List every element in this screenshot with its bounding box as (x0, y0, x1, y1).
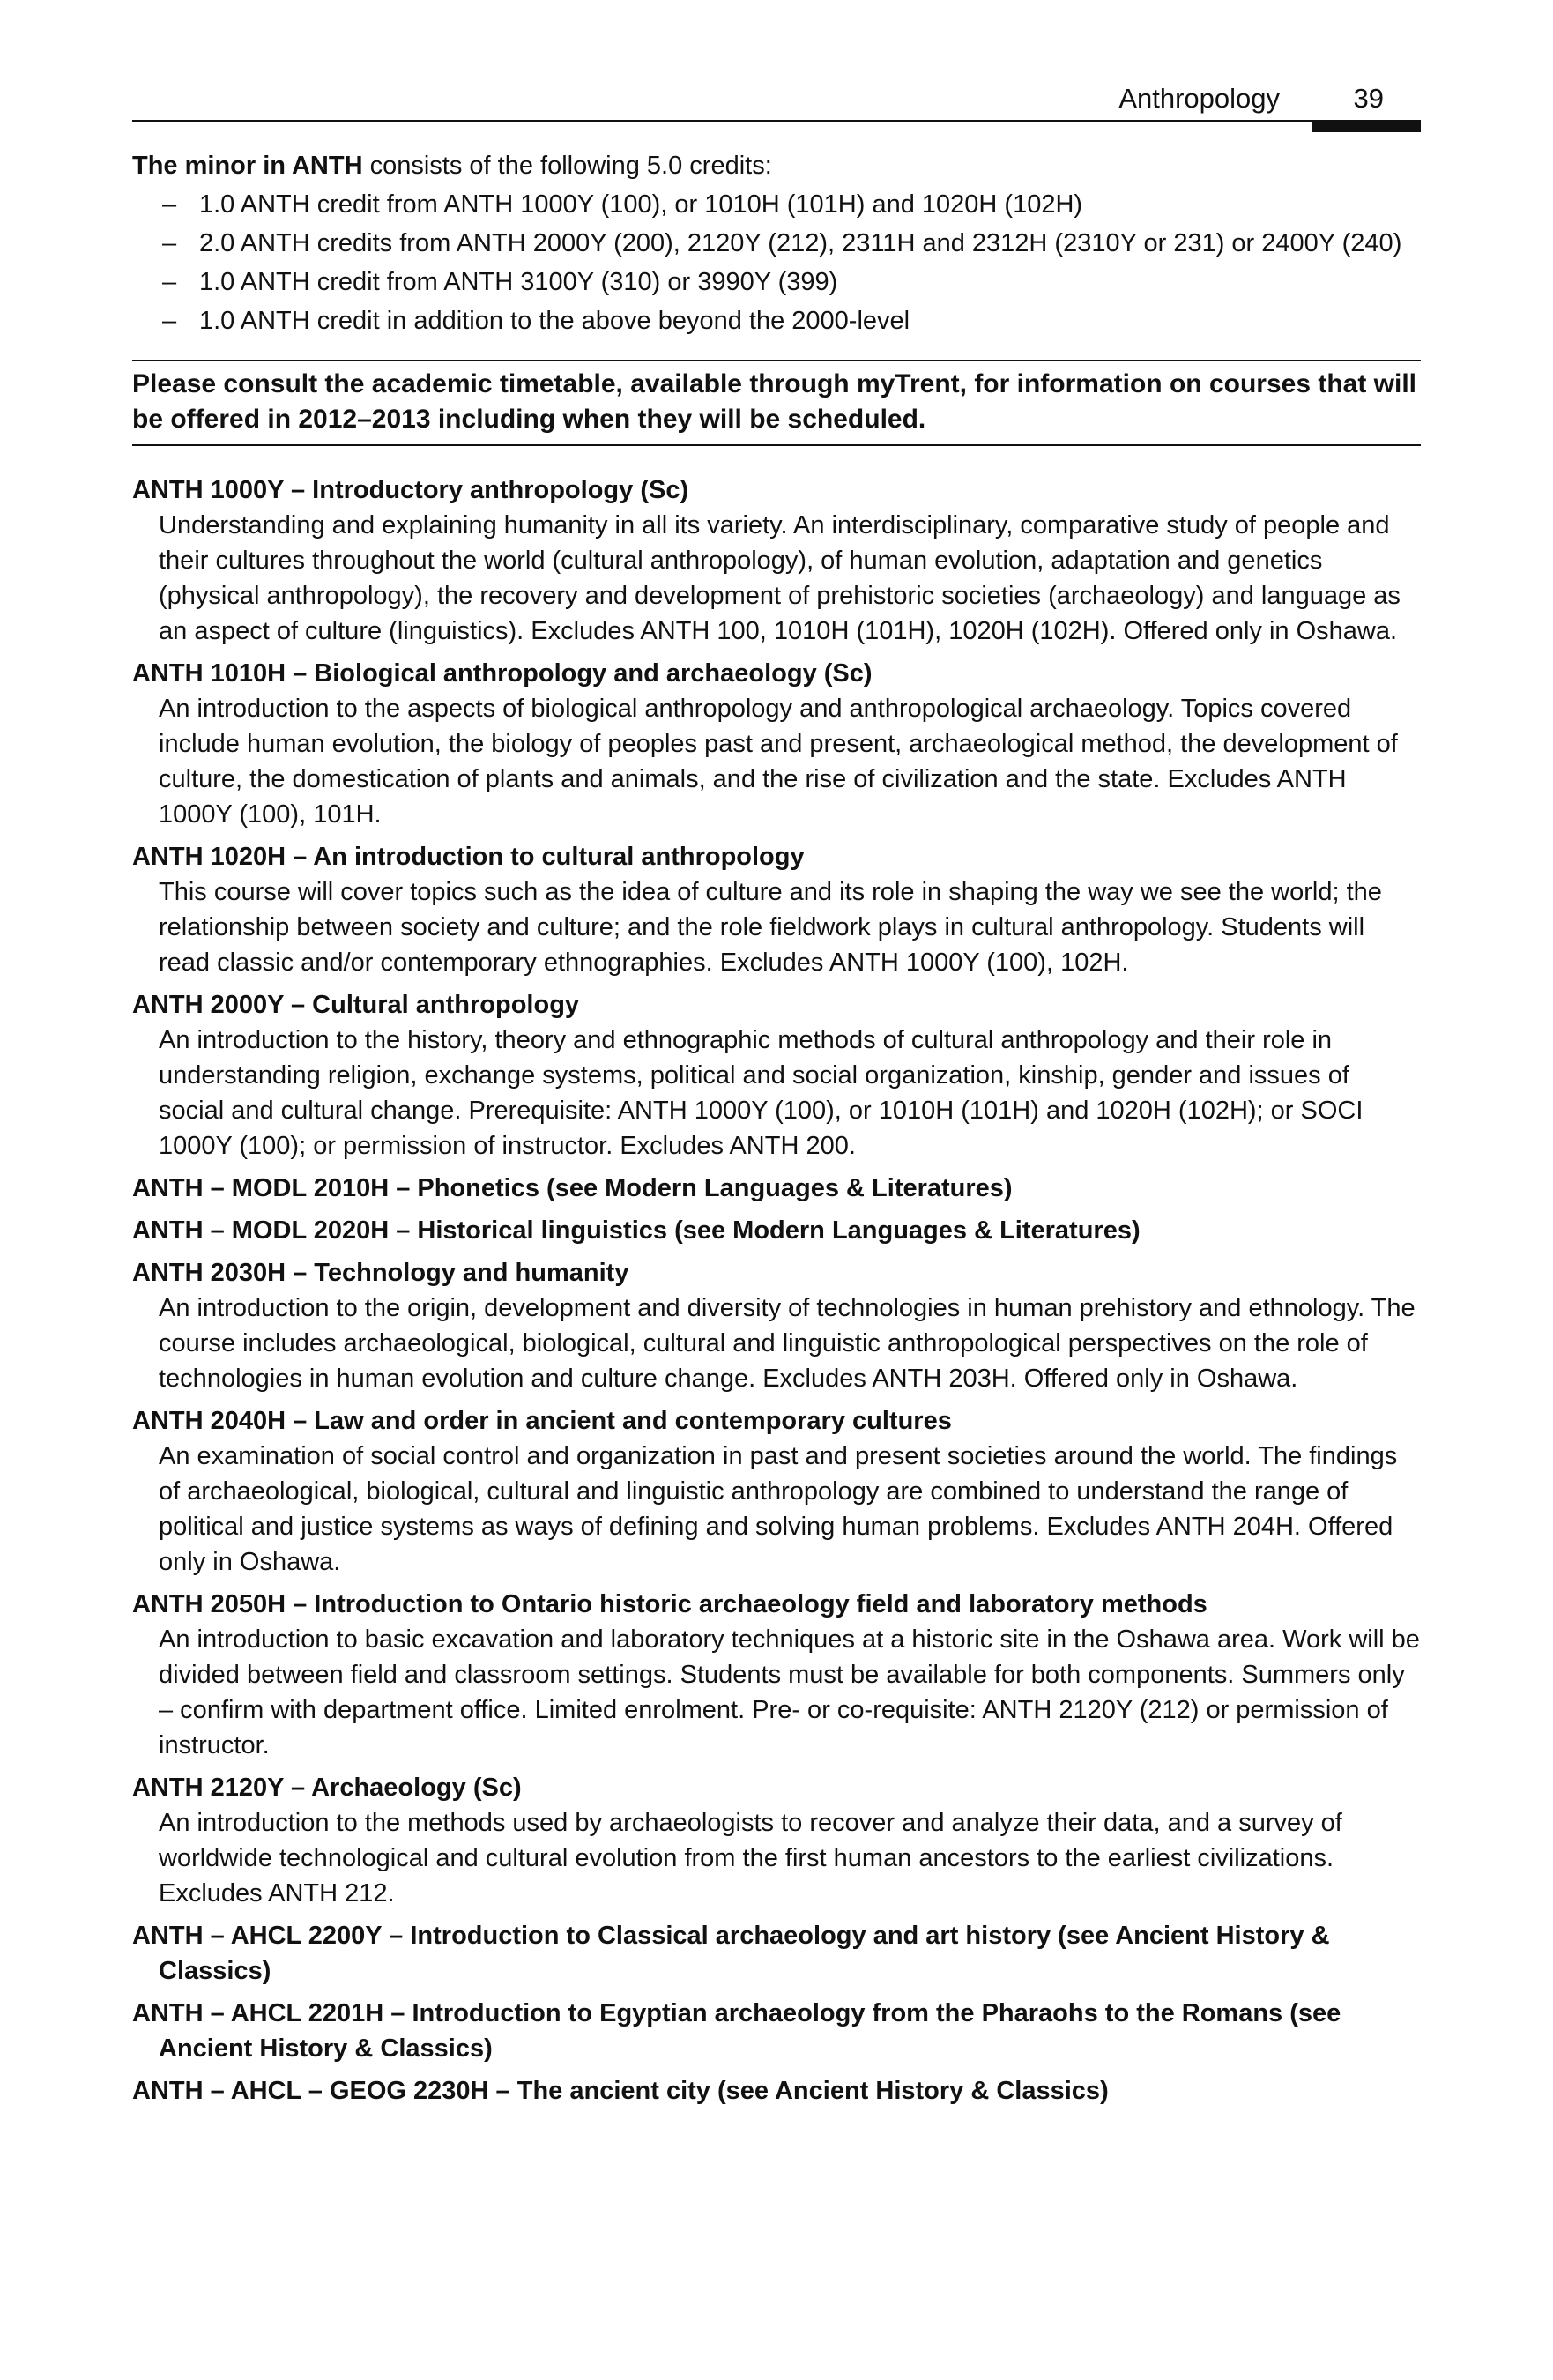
course-title: ANTH 2030H – Technology and humanity (132, 1259, 629, 1287)
course-description: An examination of social control and organization in past and present societies around the world. The findings of archaeological, biological, cultural and linguistic anthropology are combined to understand the range of political and justice systems as ways of defining and solving human problems. Excludes ANTH 204H. Offered only in Oshawa. (159, 1442, 1398, 1576)
course-description: An introduction to the origin, development and diversity of technologies in human prehistory and ethnology. The course includes archaeological, biological, cultural and linguistic anthropological perspectives on the role of technologies in human evolution and culture change. Excludes ANTH 203H. Offered only in Oshawa. (159, 1294, 1416, 1393)
course-entry (132, 987, 1421, 1164)
course-description: This course will cover topics such as the idea of culture and its role in shaping the way we see the world; the relationship between society and culture; and the role fieldwork plays in cultural anthropology. Students will read classic and/or contemporary ethnographies. Excludes ANTH 1000Y (100), 102H. (159, 878, 1382, 977)
course-description: An introduction to basic excavation and laboratory techniques at a historic site in the Oshawa area. Work will be divided between field and classroom settings. Students must be available for both components. Summers only – confirm with department office. Limited enrolment. Pre- or co-requisite: ANTH 2120Y (212) or permission of instructor. (159, 1625, 1420, 1759)
course-entry (132, 1255, 1421, 1396)
course-title: ANTH 1000Y – Introductory anthropology (Sc) (132, 476, 689, 504)
course-title: ANTH 2050H – Introduction to Ontario historic archaeology field and laboratory methods (132, 1590, 1207, 1618)
course-title: ANTH – AHCL 2200Y – Introduction to Classical archaeology and art history (see Ancient History & Classics) (132, 1922, 1330, 1985)
list-item-text: 1.0 ANTH credit from ANTH 3100Y (310) or 3990Y (399) (199, 268, 838, 296)
list-item-text: 2.0 ANTH credits from ANTH 2000Y (200), 2120Y (212), 2311H and 2312H (2310Y or 231) or 2400Y (240) (199, 229, 1402, 257)
course-title: ANTH 1010H – Biological anthropology and archaeology (Sc) (132, 659, 873, 688)
course-title: ANTH 1020H – An introduction to cultural anthropology (132, 843, 805, 871)
course-description: An introduction to the history, theory and ethnographic methods of cultural anthropology and their role in understanding religion, exchange systems, political and social organization, kinship, gender and issues of social and cultural change. Prerequisite: ANTH 1000Y (100), or 1010H (101H) and 1020H (102H); or SOCI 1000Y (100); or permission of instructor. Excludes ANTH 200. (159, 1026, 1364, 1160)
course-entry (132, 656, 1421, 832)
course-entry (132, 2073, 1421, 2109)
course-entry (132, 1918, 1421, 1989)
minor-intro-bold: The minor in ANTH (132, 152, 363, 180)
course-entry (132, 1770, 1421, 1911)
timetable-notice: Please consult the academic timetable, available through myTrent, for information on courses that will be offered in 2012–2013 including when they will be scheduled. (132, 360, 1421, 446)
course-entry (132, 839, 1421, 980)
course-entry (132, 1996, 1421, 2066)
minor-intro-rest: consists of the following 5.0 credits: (362, 152, 772, 180)
section-title: Anthropology (1118, 83, 1280, 114)
list-item (132, 187, 1421, 222)
page-number: 39 (1353, 83, 1384, 114)
list-dash: – (162, 229, 177, 257)
list-dash: – (162, 268, 177, 296)
course-description: An introduction to the methods used by archaeologists to recover and analyze their data, and a survey of worldwide technological and cultural evolution from the first human ancestors to the earliest civilizations. Excludes ANTH 212. (159, 1809, 1342, 1908)
course-title: ANTH – MODL 2020H – Historical linguistics (see Modern Languages & Literatures) (132, 1216, 1141, 1245)
list-item (132, 264, 1421, 300)
course-entry (132, 1213, 1421, 1248)
list-item-text: 1.0 ANTH credit from ANTH 1000Y (100), or 1010H (101H) and 1020H (102H) (199, 190, 1083, 219)
course-entry (132, 1587, 1421, 1763)
list-dash: – (162, 190, 177, 219)
course-title: ANTH 2000Y – Cultural anthropology (132, 991, 580, 1019)
course-title: ANTH – AHCL 2201H – Introduction to Egyptian archaeology from the Pharaohs to the Romans (see Ancient History & Classics) (132, 1999, 1341, 2063)
minor-intro (132, 148, 1421, 183)
running-head (132, 78, 1421, 122)
course-entry (132, 1171, 1421, 1206)
course-entry (132, 472, 1421, 649)
course-description: An introduction to the aspects of biological anthropology and anthropological archaeology. Topics covered include human evolution, the biology of peoples past and present, archaeological method, the development of culture, the domestication of plants and animals, and the rise of civilization and the state. Excludes ANTH 1000Y (100), 101H. (159, 695, 1398, 829)
course-description: Understanding and explaining humanity in all its variety. An interdisciplinary, comparative study of people and their cultures throughout the world (cultural anthropology), of human evolution, adaptation and genetics (physical anthropology), the recovery and development of prehistoric societies (archaeology) and language as an aspect of culture (linguistics). Excludes ANTH 100, 1010H (101H), 1020H (102H). Offered only in Oshawa. (159, 511, 1401, 645)
list-item-text: 1.0 ANTH credit in addition to the above beyond the 2000-level (199, 307, 910, 335)
course-title: ANTH 2120Y – Archaeology (Sc) (132, 1774, 522, 1802)
course-title: ANTH – MODL 2010H – Phonetics (see Modern Languages & Literatures) (132, 1174, 1013, 1202)
course-title: ANTH 2040H – Law and order in ancient and contemporary cultures (132, 1407, 952, 1435)
minor-requirements (132, 148, 1421, 338)
list-dash: – (162, 307, 177, 335)
course-title: ANTH – AHCL – GEOG 2230H – The ancient city (see Ancient History & Classics) (132, 2077, 1109, 2105)
minor-credit-list (132, 187, 1421, 338)
page-tab-marker (1312, 122, 1421, 132)
list-item (132, 226, 1421, 261)
list-item (132, 303, 1421, 338)
course-entry (132, 1403, 1421, 1580)
course-listings (132, 472, 1421, 2109)
calendar-page (132, 78, 1421, 2116)
